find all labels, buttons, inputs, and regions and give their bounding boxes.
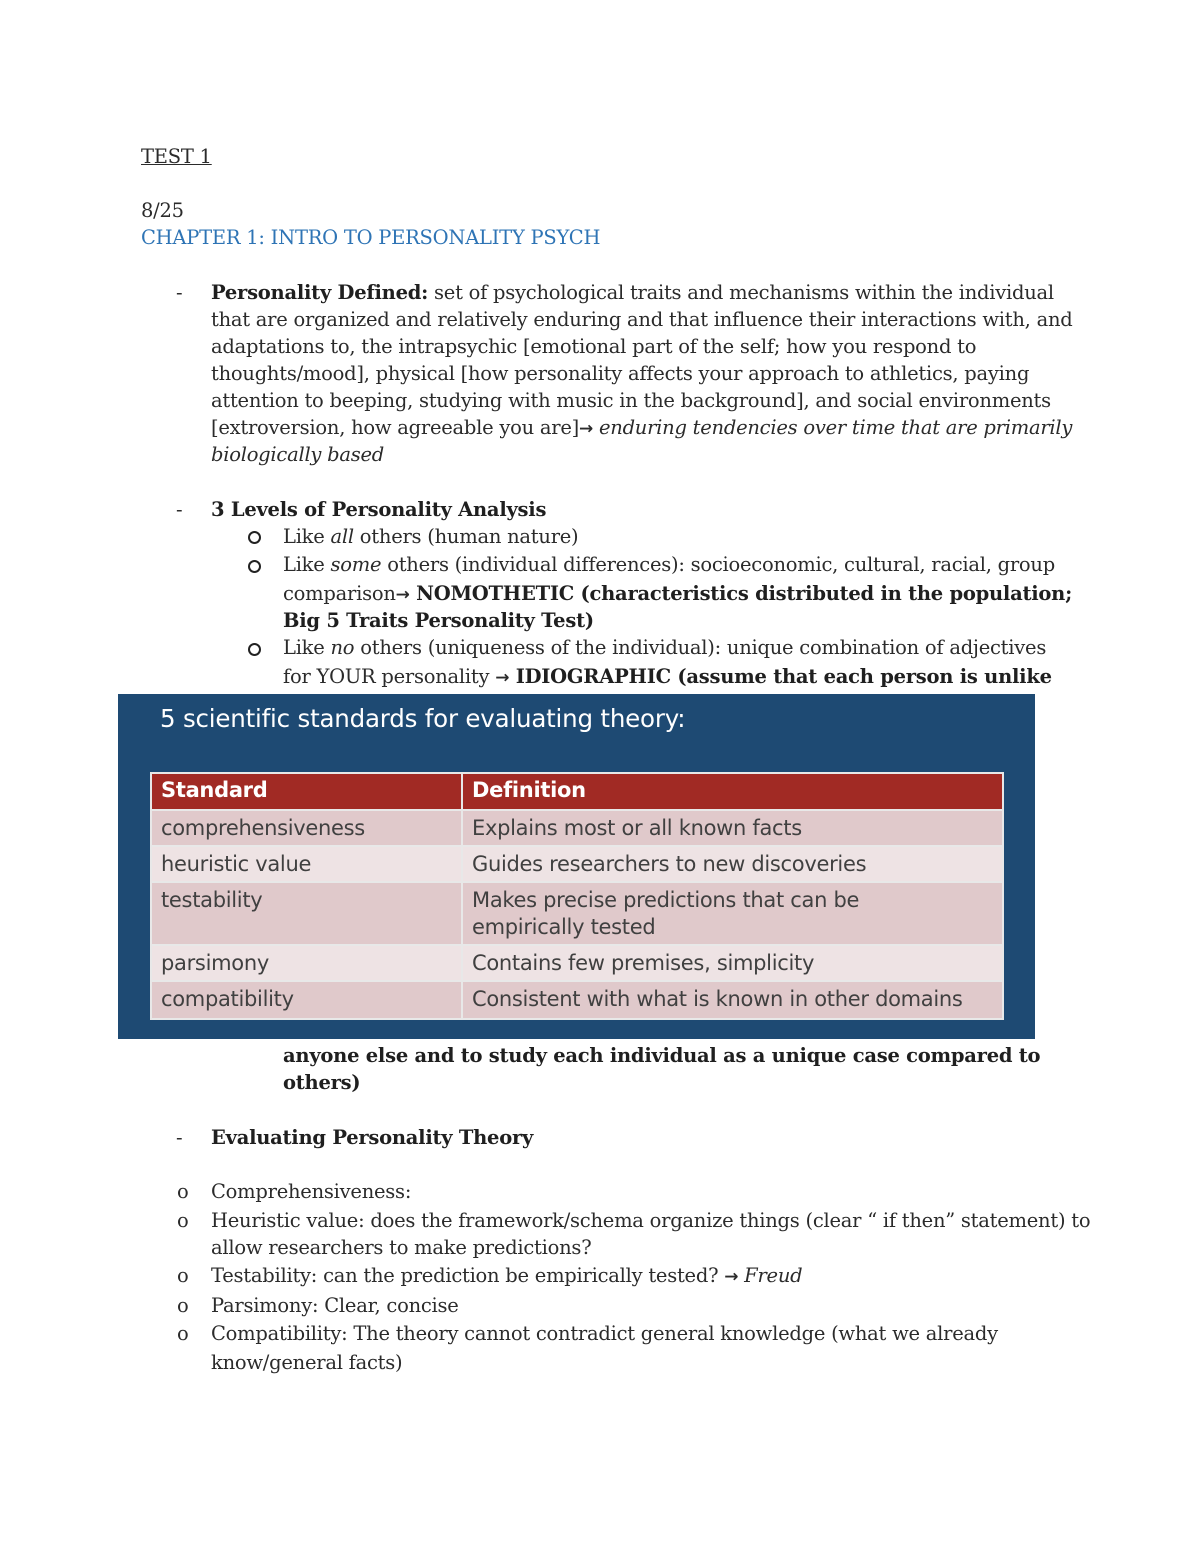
personality-defined-line3: adaptations to, the intrapsychic [emotional part of the self; how you respond to (211, 335, 977, 358)
bullet-o: o (177, 1294, 189, 1317)
levels-heading: 3 Levels of Personality Analysis (211, 498, 547, 521)
slide-image-scientific-standards (118, 694, 1035, 1039)
table-row: compatibility Consistent with what is known in other domains (152, 982, 1002, 1018)
table-row: testability Makes precise predictions that can be empirically tested (152, 883, 1002, 944)
bullet-o: o (177, 1264, 189, 1287)
table-header-definition: Definition (463, 774, 1002, 809)
evaluating-heading: Evaluating Personality Theory (211, 1126, 534, 1149)
arrow-icon: → (495, 668, 510, 688)
levels-item-3: Like no others (uniqueness of the individual): unique combination of adjectives (283, 636, 1047, 659)
bullet-dash: - (176, 281, 183, 304)
personality-defined-term: Personality Defined: (211, 281, 429, 304)
arrow-icon: → (724, 1267, 739, 1287)
personality-defined-line2: that are organized and relatively enduring and that influence their interactions with, and (211, 308, 1073, 331)
circle-bullet-icon (248, 560, 261, 573)
circle-bullet-icon (248, 531, 261, 544)
evaluating-item-comprehensiveness: Comprehensiveness: (211, 1180, 412, 1203)
date: 8/25 (141, 199, 184, 222)
chapter-title: CHAPTER 1: INTRO TO PERSONALITY PSYCH (141, 226, 601, 249)
bullet-dash: - (176, 498, 183, 521)
levels-item-2: Like some others (individual differences): socioeconomic, cultural, racial, group (283, 553, 1055, 576)
evaluating-item-compatibility-line2: know/general facts) (211, 1351, 403, 1374)
evaluating-item-testability: Testability: can the prediction be empirically tested? → Freud (211, 1264, 803, 1287)
levels-item-2-line3: Big 5 Traits Personality Test) (283, 609, 594, 632)
table-row: parsimony Contains few premises, simplicity (152, 946, 1002, 980)
bullet-o: o (177, 1180, 189, 1203)
table-header-row (152, 774, 1002, 809)
table-row: heuristic value Guides researchers to new discoveries (152, 847, 1002, 881)
levels-item-2-line2: comparison→ NOMOTHETIC (characteristics distributed in the population; (283, 582, 1073, 605)
personality-defined-line4: thoughts/mood], physical [how personality affects your approach to athletics, paying (211, 362, 1030, 385)
evaluating-item-compatibility: Compatibility: The theory cannot contradict general knowledge (what we already (211, 1322, 998, 1345)
levels-item-3-line2: for YOUR personality → IDIOGRAPHIC (assume that each person is unlike (283, 665, 1052, 688)
personality-defined-line5: attention to beeping, studying with music in the background], and social environments (211, 389, 1051, 412)
levels-item-1: Like all others (human nature) (283, 525, 579, 548)
evaluating-item-parsimony: Parsimony: Clear, concise (211, 1294, 459, 1317)
levels-item-3-line4: others) (283, 1071, 361, 1094)
bullet-dash: - (176, 1126, 183, 1149)
evaluating-item-heuristic-line2: allow researchers to make predictions? (211, 1236, 592, 1259)
test-label: TEST 1 (141, 145, 212, 168)
bullet-o: o (177, 1322, 189, 1345)
levels-item-3-line3: anyone else and to study each individual as a unique case compared to (283, 1044, 1041, 1067)
circle-bullet-icon (248, 643, 261, 656)
personality-defined-line6: [extroversion, how agreeable you are]→ enduring tendencies over time that are primarily (211, 416, 1073, 439)
arrow-icon: → (579, 419, 594, 439)
slide-title: 5 scientific standards for evaluating theory: (160, 704, 686, 733)
personality-defined-line7: biologically based (211, 443, 385, 466)
table-header-standard: Standard (152, 774, 461, 809)
bullet-o: o (177, 1209, 189, 1232)
arrow-icon: → (395, 585, 410, 605)
evaluating-item-heuristic: Heuristic value: does the framework/schema organize things (clear “ if then” statement) to (211, 1209, 1091, 1232)
standards-table (150, 772, 1004, 1020)
personality-defined-line1: Personality Defined: set of psychological traits and mechanisms within the individual (211, 281, 1054, 304)
table-row: comprehensiveness Explains most or all known facts (152, 811, 1002, 845)
